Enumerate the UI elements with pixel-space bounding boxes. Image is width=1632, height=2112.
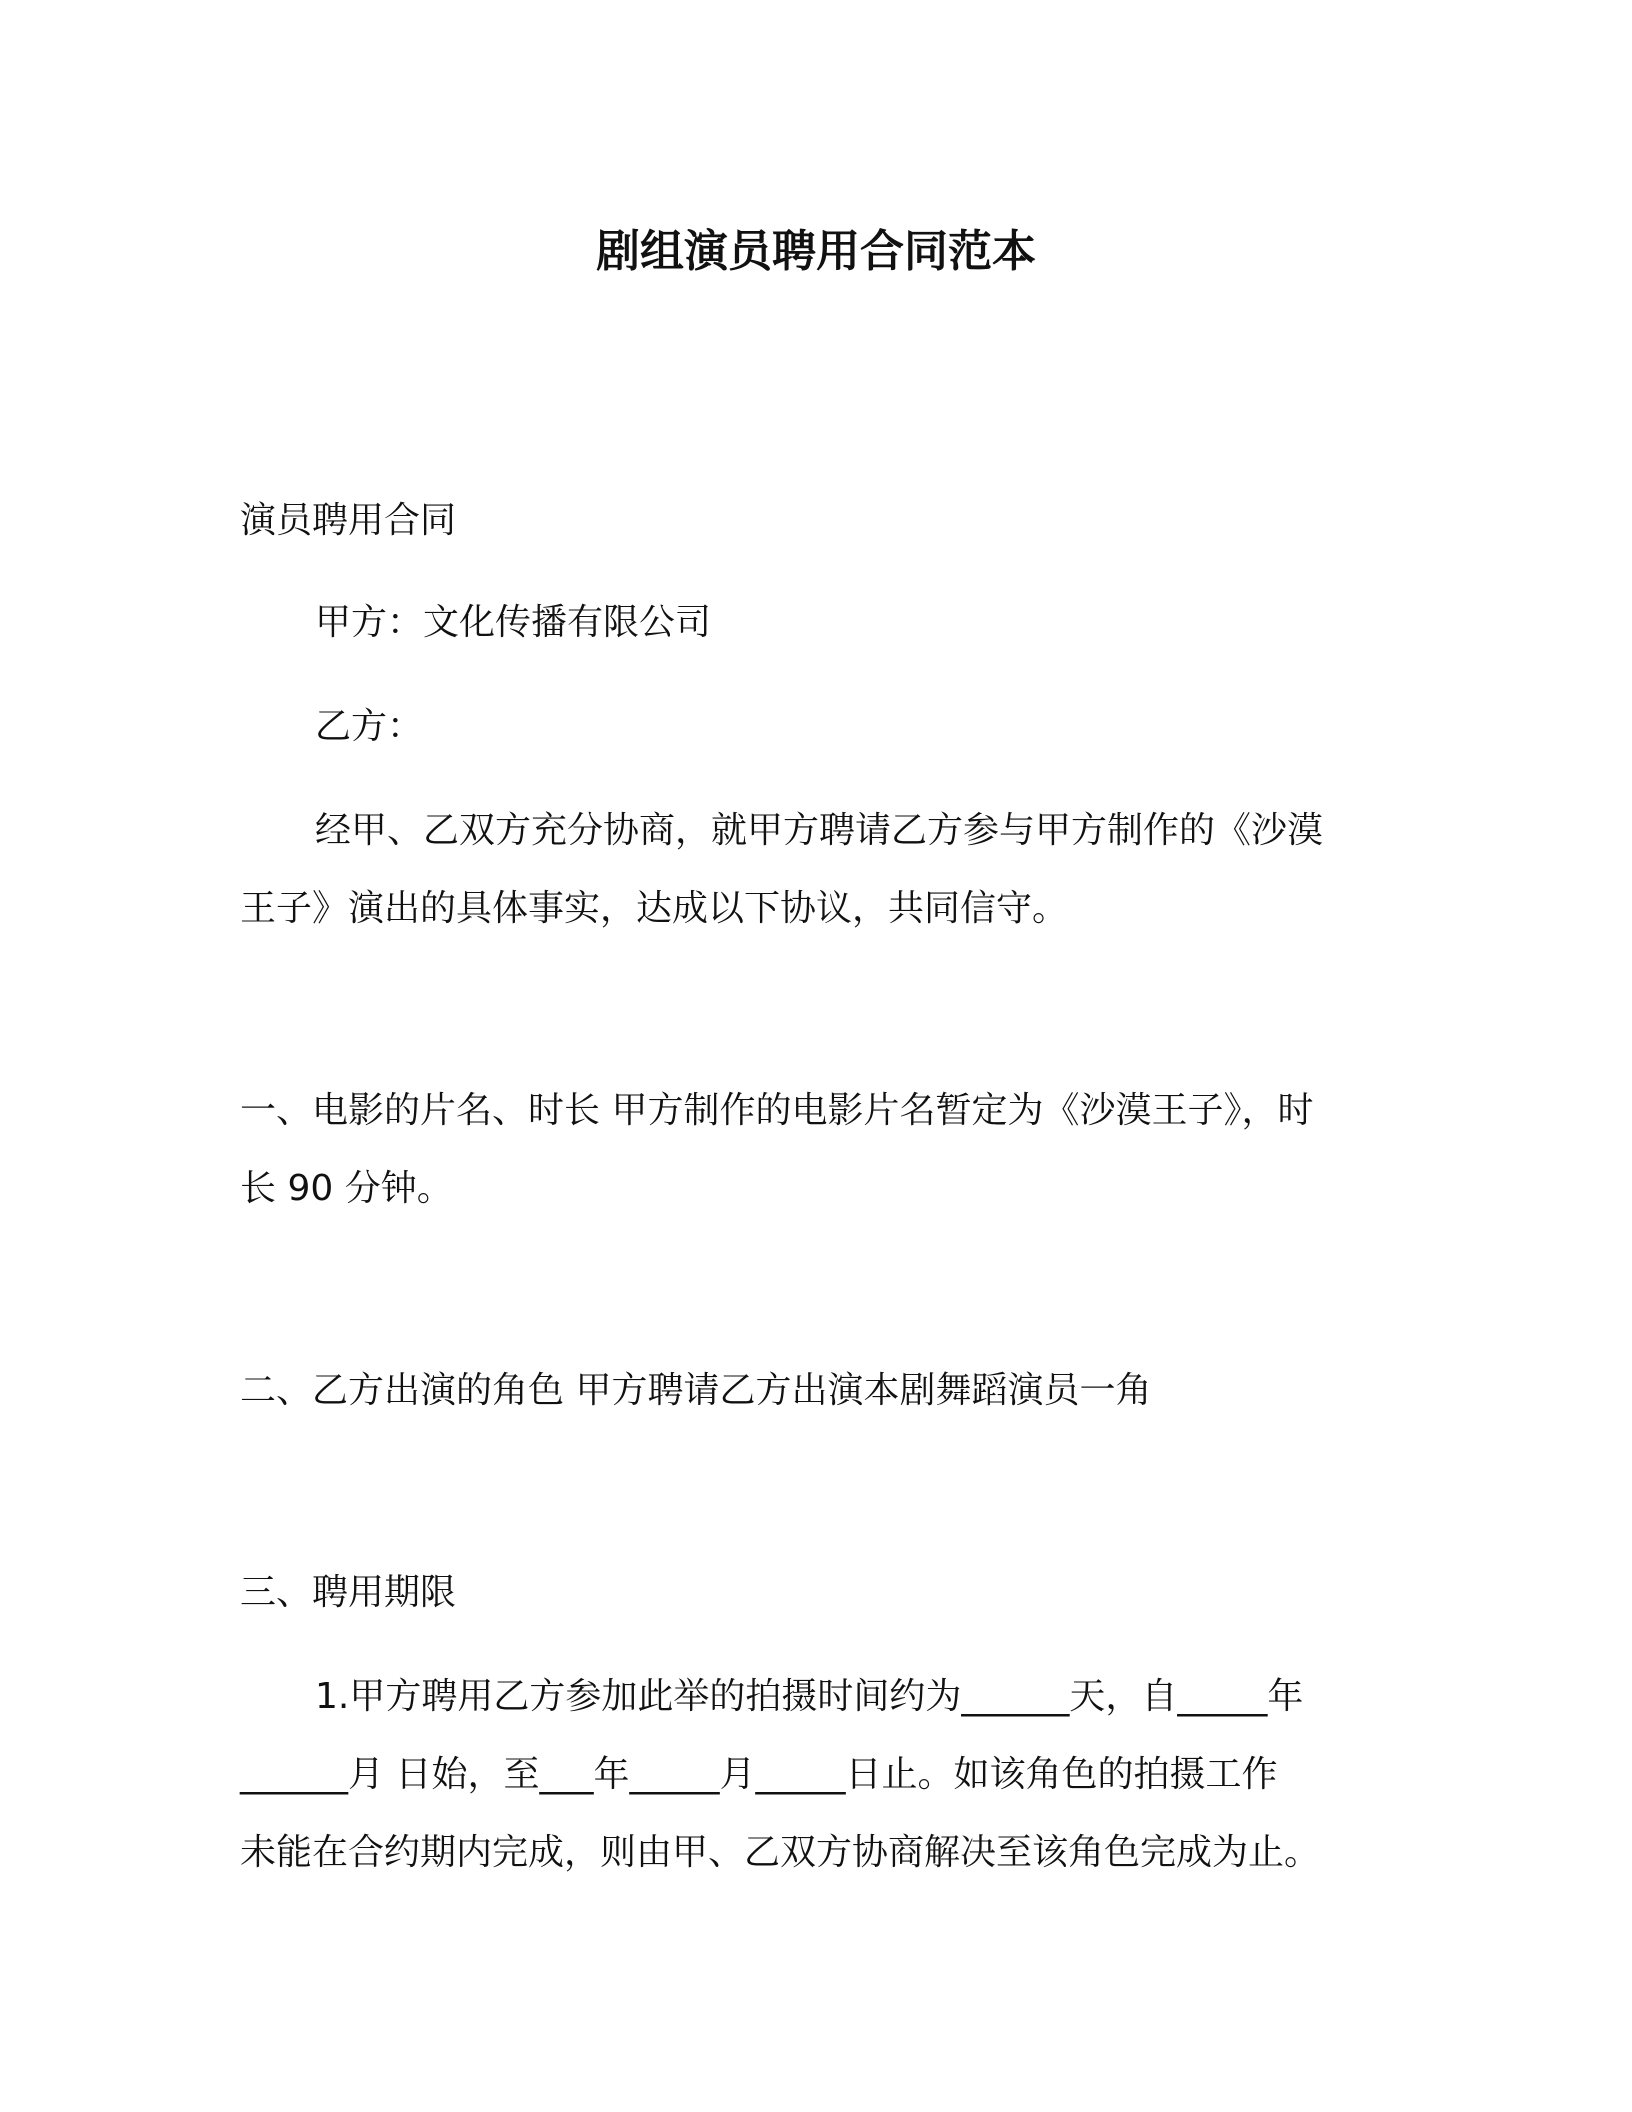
preamble-line-1: 经甲、乙双方充分协商，就甲方聘请乙方参与甲方制作的《沙漠 (315, 810, 1324, 851)
contract-subtitle: 演员聘用合同 (240, 500, 457, 541)
clause-1-line-2: ______月 日始，至___年_____月_____日止。如该角色的拍摄工作 (240, 1754, 1278, 1795)
preamble-line-2: 王子》演出的具体事实，达成以下协议，共同信守。 (240, 888, 1069, 929)
clause-1-line-3: 未能在合约期内完成，则由甲、乙双方协商解决至该角色完成为止。 (240, 1832, 1321, 1873)
document-title: 剧组演员聘用合同范本 (596, 226, 1036, 277)
clause-1-line-1: 1.甲方聘用乙方参加此举的拍摄时间约为______天，自_____年 (315, 1676, 1304, 1717)
section-1-line-2: 长 90 分钟。 (240, 1168, 453, 1209)
section-1-line-1: 一、电影的片名、时长 甲方制作的电影片名暂定为《沙漠王子》，时 (240, 1090, 1314, 1131)
section-3-heading: 三、聘用期限 (240, 1572, 457, 1613)
party-b-line: 乙方： (315, 706, 424, 747)
party-a-line: 甲方：文化传播有限公司 (315, 602, 712, 643)
section-2: 二、乙方出演的角色 甲方聘请乙方出演本剧舞蹈演员一角 (240, 1370, 1152, 1411)
